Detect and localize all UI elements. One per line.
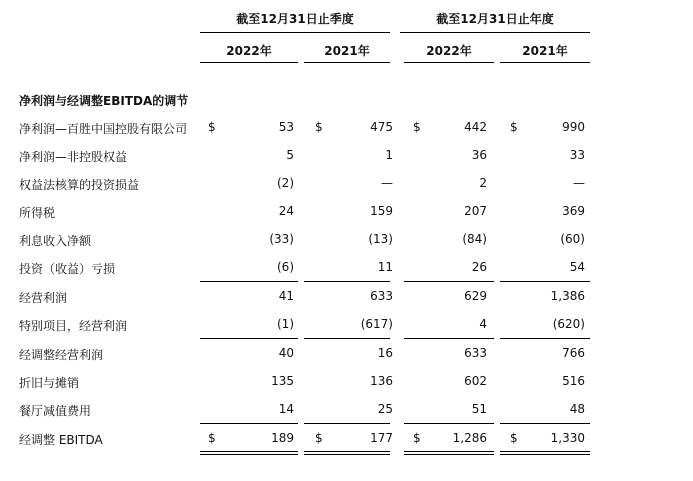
cell-value: 207	[464, 204, 487, 218]
subtotal-rule	[404, 338, 494, 339]
double-underline	[404, 451, 494, 452]
period-header-year: 截至12月31日止年度	[436, 12, 554, 26]
cell-value: (13)	[368, 232, 393, 246]
cell-value: 41	[278, 289, 294, 303]
cell-value: 33	[569, 148, 585, 162]
cell-value: —	[573, 176, 585, 190]
double-underline	[304, 451, 390, 452]
cell-value: 189	[271, 431, 294, 445]
table-row	[0, 260, 693, 280]
currency-symbol: $	[510, 431, 518, 445]
cell-value: (2)	[277, 176, 294, 190]
cell-value: 602	[464, 374, 487, 388]
cell-value: (6)	[277, 260, 294, 274]
cell-value: 442	[464, 120, 487, 134]
cell-value: 629	[464, 289, 487, 303]
cell-value: 1,386	[550, 289, 585, 303]
cell-value: 516	[562, 374, 585, 388]
cell-value: (620)	[552, 317, 585, 331]
year-underline	[304, 62, 390, 63]
cell-value: (617)	[360, 317, 393, 331]
row-label: 所得税	[19, 206, 56, 220]
cell-value: (84)	[462, 232, 487, 246]
double-underline	[200, 454, 298, 455]
cell-value: (60)	[560, 232, 585, 246]
row-label: 利息收入净额	[19, 234, 92, 248]
total-rule	[500, 423, 590, 424]
year-header: 2022年	[426, 44, 472, 58]
subtotal-rule	[500, 281, 590, 282]
table-row	[0, 289, 693, 309]
currency-symbol: $	[413, 431, 421, 445]
subtotal-rule	[304, 281, 390, 282]
row-label: 净利润—百胜中国控股有限公司	[19, 122, 188, 136]
cell-value: 5	[286, 148, 294, 162]
cell-value: 26	[471, 260, 487, 274]
row-label: 经调整经营利润	[19, 348, 104, 362]
cell-value: 16	[377, 346, 393, 360]
cell-value: 40	[278, 346, 294, 360]
table-row	[0, 120, 693, 140]
table-row	[0, 317, 693, 337]
year-header: 2021年	[324, 44, 370, 58]
row-label: 经调整 EBITDA	[19, 433, 103, 447]
total-rule	[404, 423, 494, 424]
currency-symbol: $	[413, 120, 421, 134]
subtotal-rule	[404, 281, 494, 282]
cell-value: 1,330	[550, 431, 585, 445]
cell-value: (33)	[269, 232, 294, 246]
row-label: 权益法核算的投资损益	[19, 178, 140, 192]
row-label: 经营利润	[19, 291, 68, 305]
cell-value: 25	[377, 402, 393, 416]
year-underline	[200, 62, 298, 63]
table-row	[0, 346, 693, 366]
cell-value: 990	[562, 120, 585, 134]
double-underline	[500, 451, 590, 452]
cell-value: 48	[569, 402, 585, 416]
table-row	[0, 176, 693, 196]
currency-symbol: $	[208, 120, 216, 134]
year-underline	[500, 62, 590, 63]
subtotal-rule	[200, 281, 298, 282]
cell-value: 369	[562, 204, 585, 218]
cell-value: 1,286	[452, 431, 487, 445]
table-row	[0, 204, 693, 224]
cell-value: 135	[271, 374, 294, 388]
total-rule	[304, 423, 390, 424]
total-rule	[200, 423, 298, 424]
row-label: 餐厅减值费用	[19, 404, 92, 418]
row-label: 投资（收益）亏损	[19, 262, 116, 276]
cell-value: 159	[370, 204, 393, 218]
row-label: 折旧与摊销	[19, 376, 80, 390]
period-header-quarter: 截至12月31日止季度	[236, 12, 354, 26]
double-underline	[200, 451, 298, 452]
cell-value: 11	[377, 260, 393, 274]
cell-value: 177	[370, 431, 393, 445]
cell-value: 2	[479, 176, 487, 190]
cell-value: 53	[278, 120, 294, 134]
subtotal-rule	[304, 338, 390, 339]
subtotal-rule	[200, 338, 298, 339]
period-underline	[400, 32, 590, 33]
cell-value: 633	[370, 289, 393, 303]
cell-value: 475	[370, 120, 393, 134]
cell-value: 54	[569, 260, 585, 274]
section-title: 净利润与经调整EBITDA的调节	[19, 94, 189, 108]
row-label: 特别项目，经营利润	[19, 319, 128, 333]
cell-value: (1)	[277, 317, 294, 331]
row-label: 净利润—非控股权益	[19, 150, 128, 164]
double-underline	[404, 454, 494, 455]
currency-symbol: $	[315, 120, 323, 134]
year-header: 2022年	[226, 44, 272, 58]
table-row	[0, 374, 693, 394]
year-header: 2021年	[522, 44, 568, 58]
subtotal-rule	[500, 338, 590, 339]
cell-value: 36	[471, 148, 487, 162]
table-row	[0, 431, 693, 451]
period-underline	[200, 32, 390, 33]
cell-value: 136	[370, 374, 393, 388]
cell-value: 766	[562, 346, 585, 360]
currency-symbol: $	[315, 431, 323, 445]
double-underline	[304, 454, 390, 455]
cell-value: 14	[278, 402, 294, 416]
table-row	[0, 402, 693, 422]
table-row	[0, 232, 693, 252]
currency-symbol: $	[510, 120, 518, 134]
table-row	[0, 148, 693, 168]
year-underline	[404, 62, 494, 63]
cell-value: 24	[278, 204, 294, 218]
cell-value: 4	[479, 317, 487, 331]
currency-symbol: $	[208, 431, 216, 445]
cell-value: 633	[464, 346, 487, 360]
cell-value: 1	[385, 148, 393, 162]
cell-value: 51	[471, 402, 487, 416]
cell-value: —	[381, 176, 393, 190]
double-underline	[500, 454, 590, 455]
